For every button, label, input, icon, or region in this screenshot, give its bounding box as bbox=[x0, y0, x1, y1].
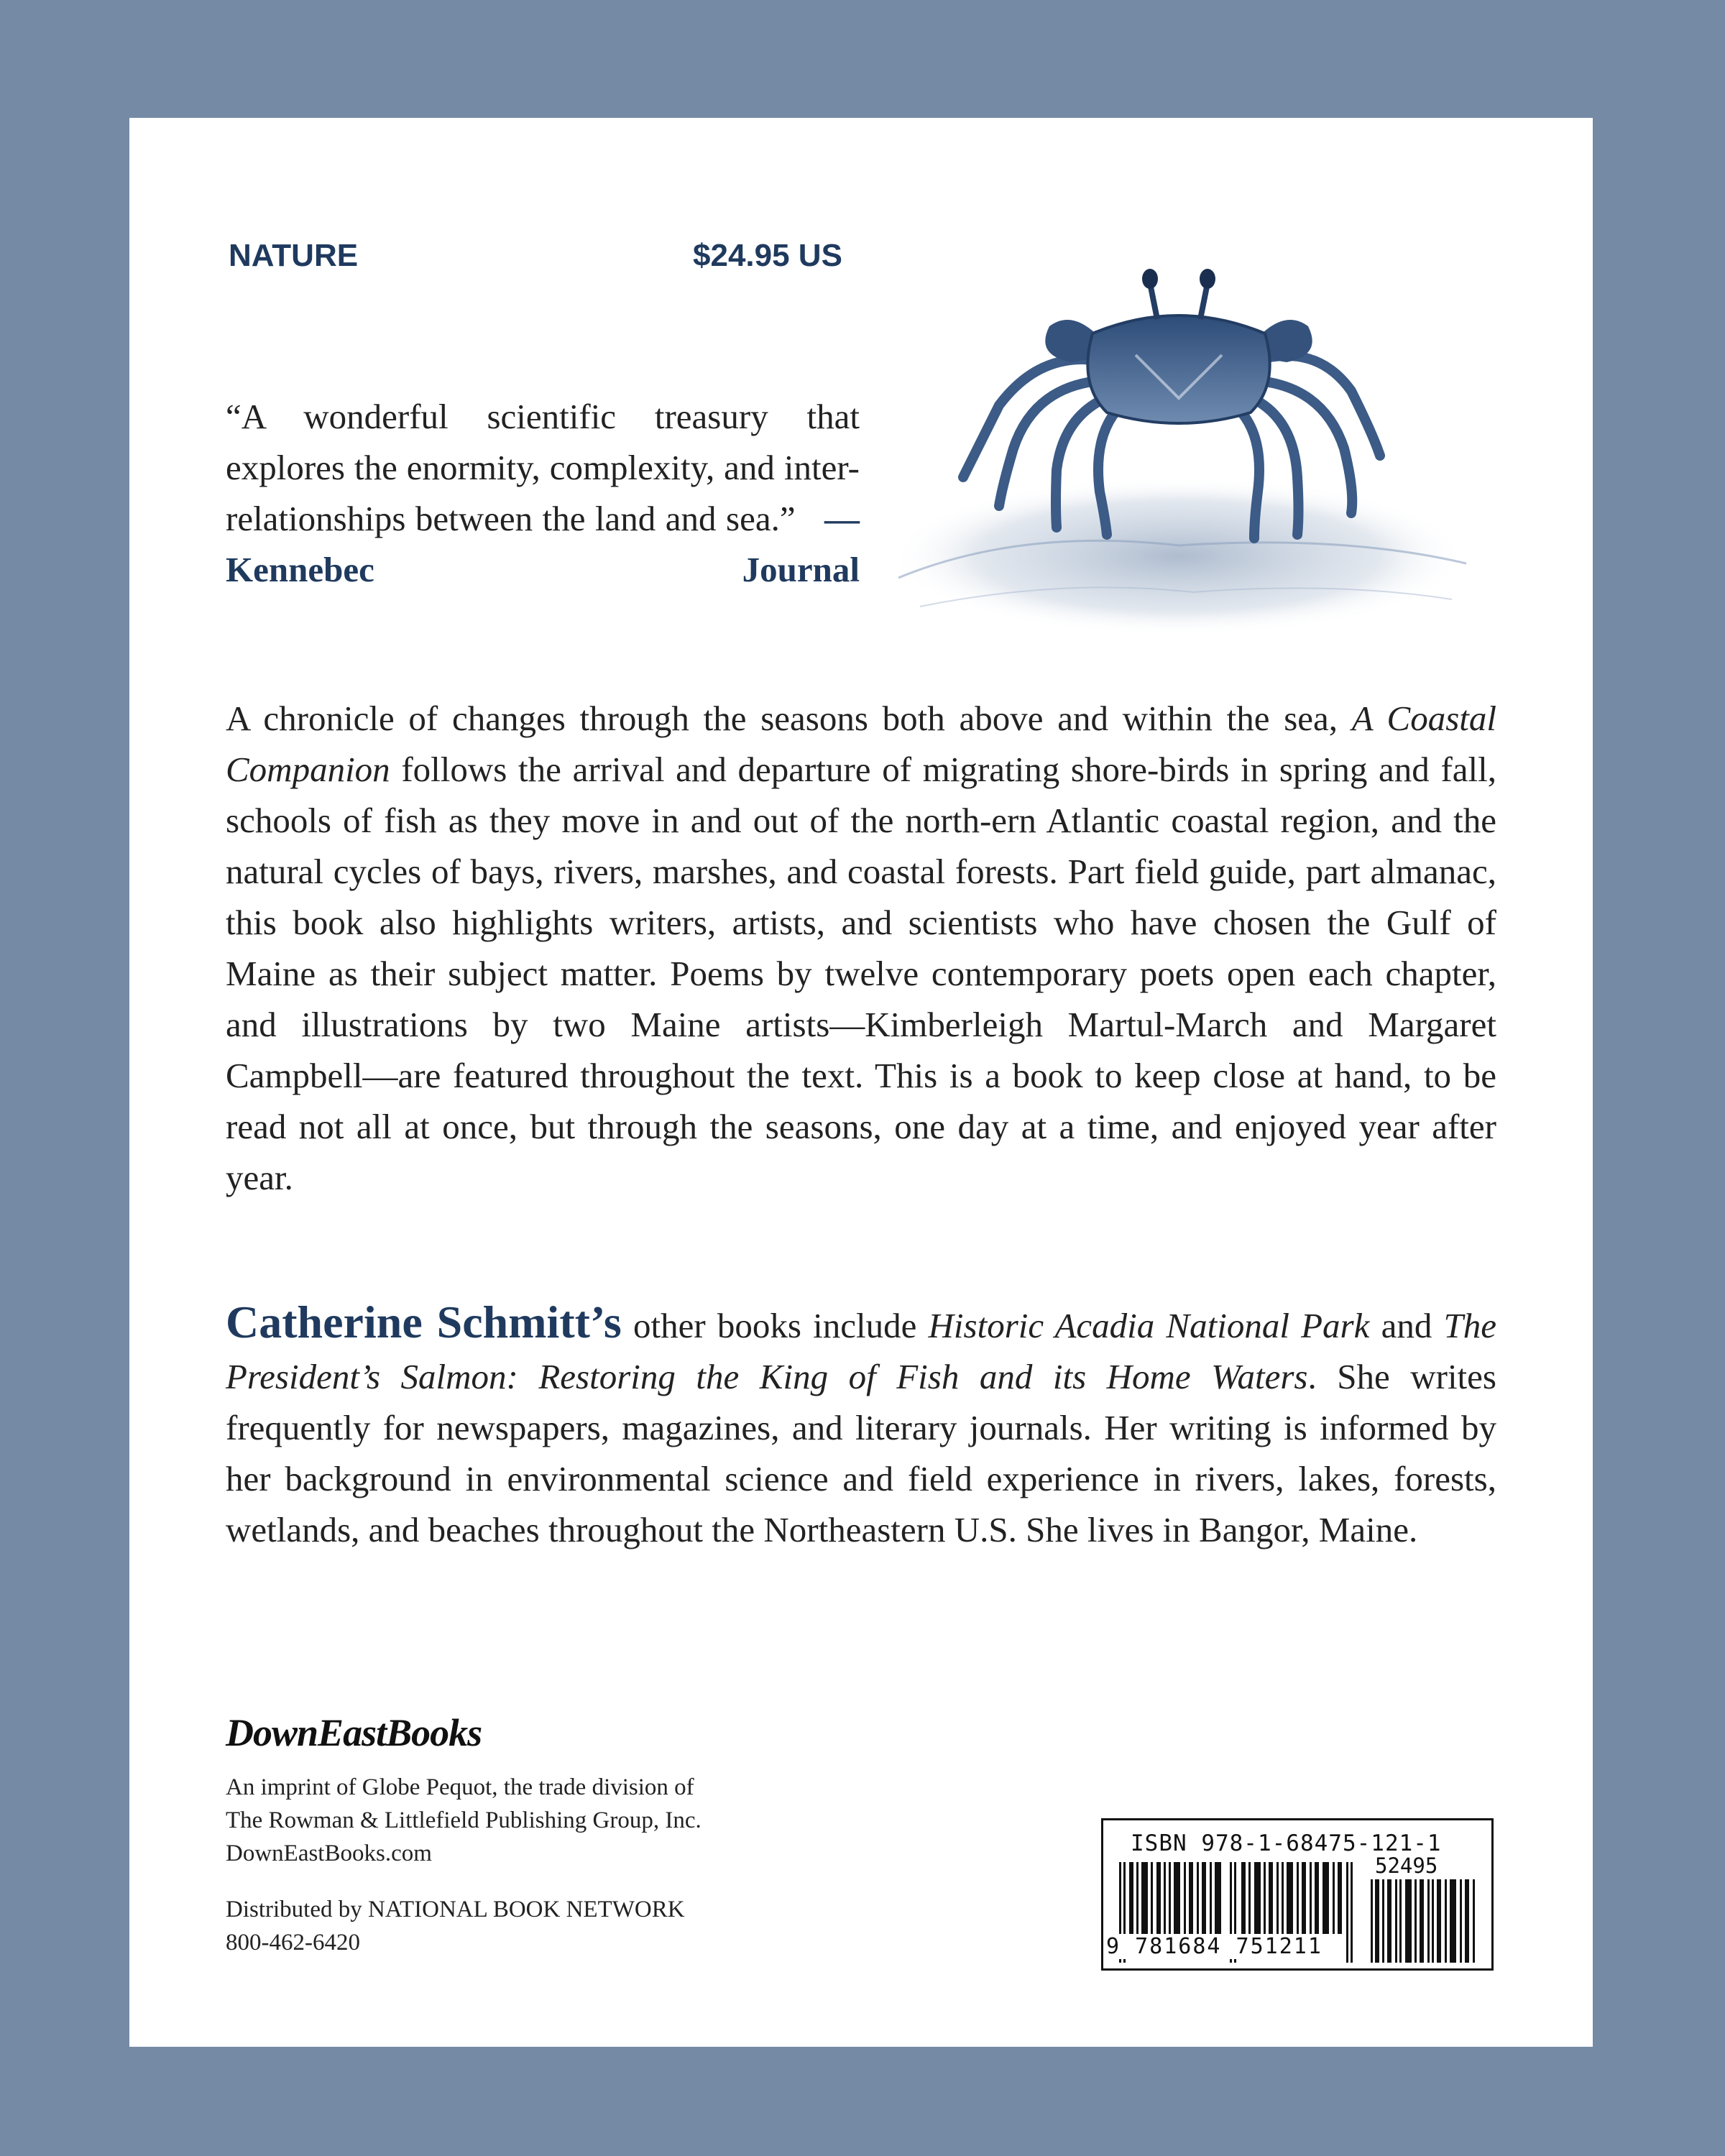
publisher-website: DownEastBooks.com bbox=[226, 1841, 432, 1866]
bio-text-1: other books include bbox=[621, 1306, 929, 1345]
description-text-1: A chronicle of changes through the seasons both above and within the sea, bbox=[226, 699, 1352, 738]
isbn-barcode bbox=[1101, 1818, 1494, 1971]
distribution-info bbox=[226, 1893, 873, 1959]
back-cover-panel bbox=[129, 118, 1593, 2047]
bio-text-2: and bbox=[1369, 1306, 1444, 1345]
barcode-digits: 9 781684 751211 bbox=[1103, 1934, 1325, 1959]
book-description bbox=[226, 693, 1496, 1203]
author-name: Catherine Schmitt’s bbox=[226, 1296, 622, 1348]
quote-source: —Kennebec Journal bbox=[226, 499, 860, 589]
barcode-price-code: 52495 bbox=[1375, 1853, 1438, 1878]
book-title: A Coastal Companion bbox=[226, 699, 1496, 789]
review-quote bbox=[226, 391, 860, 595]
other-book-2: The President’s Salmon: Restoring the King of Fish and its Home Waters bbox=[226, 1306, 1497, 1396]
author-bio bbox=[226, 1296, 1496, 1555]
crab-illustration bbox=[877, 218, 1481, 650]
quote-text: “A wonderful scientific treasury that explores the enormity, complexity, and inter-relationships between the land and sea.” bbox=[226, 397, 860, 538]
bio-text-3: . She writes frequently for newspapers, magazines, and literary journals. Her writing is informed by her background in environmental science and field experience in rivers, lakes, forests, wetlands, and beaches throughout the Northeastern U.S. She lives in Bangor, Maine. bbox=[226, 1357, 1496, 1549]
other-book-1: Historic Acadia National Park bbox=[928, 1306, 1370, 1345]
publisher-logo: DownEastBooks bbox=[226, 1711, 482, 1754]
price-label: $24.95 US bbox=[693, 238, 842, 273]
imprint-line-2: The Rowman & Littlefield Publishing Group, Inc. bbox=[226, 1807, 702, 1833]
imprint-info bbox=[226, 1771, 873, 1870]
distributor: Distributed by NATIONAL BOOK NETWORK bbox=[226, 1897, 685, 1922]
isbn-label: ISBN 978-1-68475-121-1 bbox=[1131, 1830, 1442, 1856]
barcode-bars-addon bbox=[1371, 1879, 1478, 1963]
imprint-line-1: An imprint of Globe Pequot, the trade division of bbox=[226, 1774, 694, 1800]
description-text-2: follows the arrival and departure of migrating shore-birds in spring and fall, schools of fish as they move in and out of the north-ern Atlantic coastal region, and the natural cycles of bays, rivers, marshes, and coastal forests. Part field guide, part almanac, this book also highlights writers, artists, and scientists who have chosen the Gulf of Maine as their subject matter. Poems by twelve contemporary poets open each chapter, and illustrations by two Maine artists—Kimberleigh Martul-March and Margaret Campbell—are featured throughout the text. This is a book to keep close at hand, to be read not all at once, but through the seasons, one day at a time, and enjoyed year after year. bbox=[226, 750, 1496, 1197]
category-label: NATURE bbox=[229, 238, 359, 273]
distributor-phone: 800-462-6420 bbox=[226, 1930, 360, 1955]
